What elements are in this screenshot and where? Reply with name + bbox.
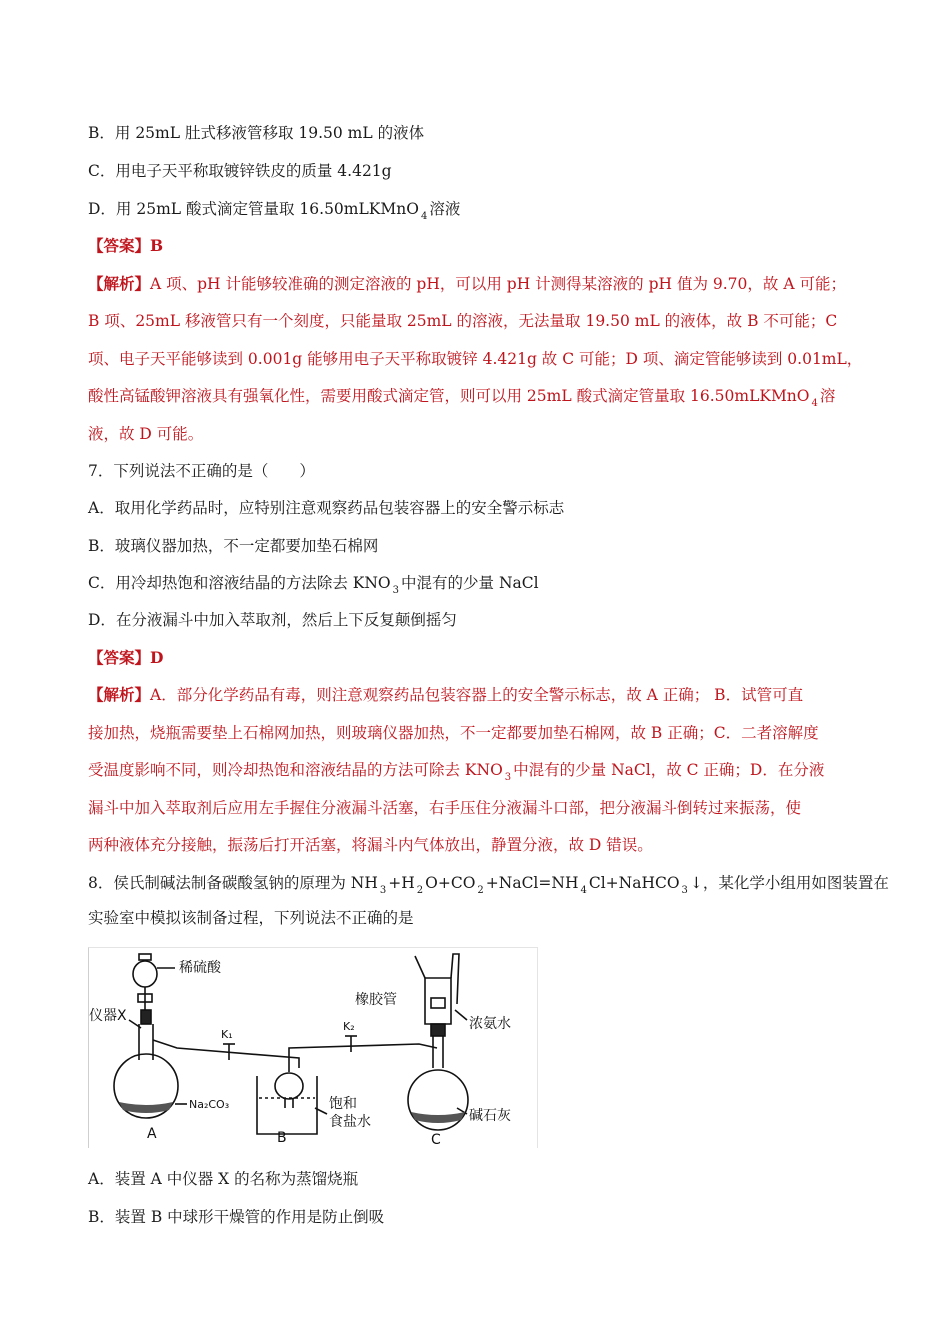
q7-option-c: C．用冷却热饱和溶液结晶的方法除去 KNO $_3$ 中混有的少量 NaCl (88, 574, 539, 596)
apparatus-diagram (89, 948, 537, 1148)
q6-answer: 【答案】B (88, 236, 164, 255)
q6-option-c: C．用电子天平称取镀锌铁皮的质量 4.421g (88, 162, 392, 180)
q7-option-b: B．玻璃仪器加热，不一定都要加垫石棉网 (88, 537, 379, 555)
label-k1: K₁ (221, 1028, 233, 1041)
q6-option-b: B．用 25mL 肚式移液管移取 19.50 mL 的液体 (88, 124, 425, 142)
label-soda-lime: 碱石灰 (469, 1108, 511, 1124)
rubber-tube-left (415, 956, 425, 978)
drying-tube-tip (285, 1099, 293, 1108)
label-na2co3: Na₂CO₃ (189, 1098, 230, 1111)
tube-b-to-c (289, 1044, 437, 1054)
q6-analysis-line-5: 液，故 D 可能。 (88, 425, 204, 443)
flask-c-solid (411, 1112, 465, 1123)
q7-option-d: D．在分液漏斗中加入萃取剂，然后上下反复颠倒摇匀 (88, 611, 457, 629)
drying-tube-bulb (275, 1073, 303, 1099)
q8-option-a: A．装置 A 中仪器 X 的名称为蒸馏烧瓶 (88, 1170, 359, 1188)
label-brine: 食盐水 (329, 1114, 371, 1130)
q7-stem: 7．下列说法不正确的是（ ） (88, 462, 315, 480)
q7-option-a: A．取用化学药品时，应特别注意观察药品包装容器上的安全警示标志 (88, 499, 565, 517)
apparatus-figure (88, 947, 538, 1148)
q7-analysis-line-1: 【解析】A．部分化学药品有毒，则注意观察药品包装容器上的安全警示标志，故 A 正确； B．试管可直 (88, 685, 804, 704)
label-apparatus-c: C (431, 1132, 441, 1148)
funnel-a-stopper (139, 954, 151, 960)
label-saturated: 饱和 (329, 1096, 357, 1112)
q8-stem-line-1: 8．侯氏制碱法制备碳酸氢钠的原理为 NH $_3$ +H $_2$ O+CO $_2$ +NaCl=NH $_4$ Cl+NaHCO $_3$ ↓，某化学小组用如图装置在 (88, 874, 889, 896)
label-instrument-x: 仪器X (89, 1008, 127, 1024)
q6-analysis-line-1: 【解析】A 项、pH 计能够较准确的测定溶液的 pH，可以用 pH 计测得某溶液的 pH 值为 9.70，故 A 可能； (88, 274, 846, 293)
label-rubber-tube: 橡胶管 (355, 992, 397, 1008)
leader-ammonia (455, 1010, 467, 1020)
label-apparatus-a: A (147, 1126, 157, 1142)
q7-analysis-line-2: 接加热，烧瓶需要垫上石棉网加热，则玻璃仪器加热，不一定都要加垫石棉网，故 B 正确；C．二者溶解度 (88, 724, 819, 742)
q6-option-d: D．用 25mL 酸式滴定管量取 16.50mLKMnO $_4$ 溶液 (88, 200, 461, 222)
label-apparatus-b: B (277, 1130, 287, 1146)
q8-option-b: B．装置 B 中球形干燥管的作用是防止倒吸 (88, 1208, 385, 1226)
q6-analysis-line-2: B 项、25mL 移液管只有一个刻度，只能量取 25mL 的溶液，无法量取 19.50 mL 的液体，故 B 不可能；C (88, 312, 838, 330)
flask-c-neck (433, 1036, 443, 1068)
q6-analysis-line-4: 酸性高锰酸钾溶液具有强氧化性，需要用酸式滴定管，则可以用 25mL 酸式滴定管量取 16.50mLKMnO $_4$ 溶 (88, 387, 836, 409)
funnel-a-bulb (133, 961, 157, 987)
q6-analysis-line-3: 项、电子天平能够读到 0.001g 能够用电子天平称取镀锌 4.421g 故 C 可能；D 项、滴定管能够读到 0.01mL， (88, 350, 863, 368)
funnel-c-stopcock (431, 998, 445, 1008)
q7-analysis-line-5: 两种液体充分接触，振荡后打开活塞，将漏斗内气体放出，静置分液，故 D 错误。 (88, 836, 653, 854)
q7-analysis-line-3: 受温度影响不同，则冷却热饱和溶液结晶的方法可除去 KNO $_3$ 中混有的少量 NaCl，故 C 正确；D．在分液 (88, 761, 825, 783)
label-dilute-acid: 稀硫酸 (179, 960, 221, 976)
q7-answer: 【答案】D (88, 648, 164, 667)
q7-analysis-line-4: 漏斗中加入萃取剂后应用左手握住分液漏斗活塞，右手压住分液漏斗口部，把分液漏斗倒转过来振荡，使 (88, 799, 802, 817)
label-k2: K₂ (343, 1020, 355, 1033)
flask-c-stopper (431, 1024, 445, 1036)
q8-stem-line-2: 实验室中模拟该制备过程，下列说法不正确的是 (88, 909, 414, 927)
flask-a-stopper (141, 1010, 151, 1024)
funnel-c-body (425, 978, 451, 1024)
rubber-tube-right (451, 954, 459, 1004)
beaker-b (257, 1076, 317, 1134)
label-conc-ammonia: 浓氨水 (469, 1016, 511, 1032)
